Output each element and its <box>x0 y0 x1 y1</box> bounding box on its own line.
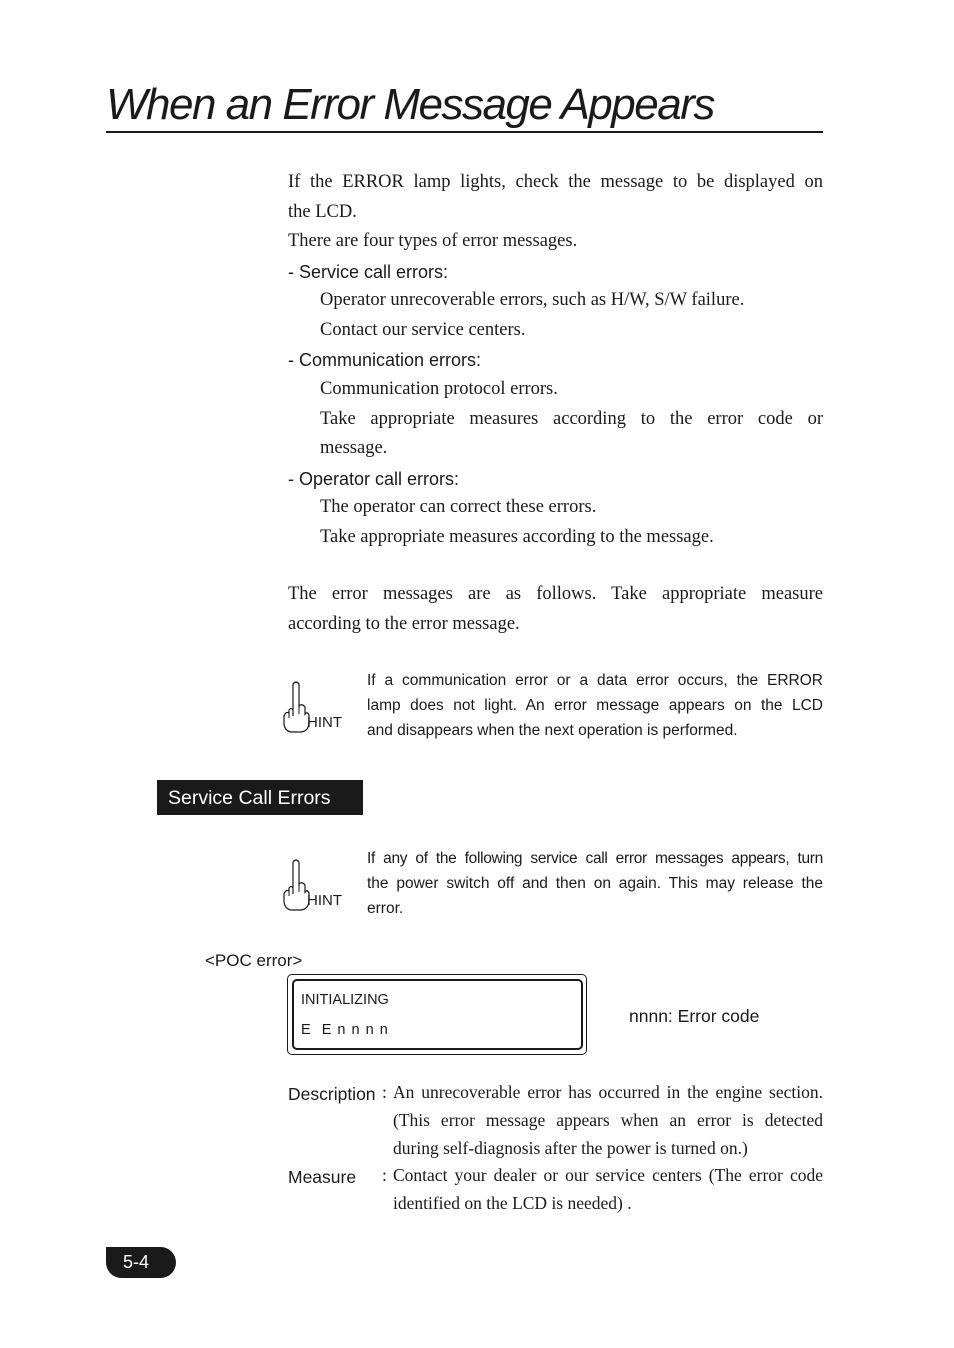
description-label: Description <box>288 1084 376 1104</box>
description-line-1: An unrecoverable error has occurred in the engine section. <box>393 1082 823 1102</box>
lcd-line-1: INITIALIZING <box>301 992 389 1008</box>
error-code-note: nnnn: Error code <box>629 1006 760 1026</box>
hint-1-line-3: and disappears when the next operation is performed. <box>367 722 738 739</box>
intro-line-2: the LCD. <box>288 202 357 222</box>
description-colon: : <box>382 1082 387 1102</box>
follow-line-1: The error messages are as follows. Take appropriate measure <box>288 584 823 604</box>
measure-line-2: identified on the LCD is needed) . <box>393 1193 632 1213</box>
follow-line-2: according to the error message. <box>288 614 520 634</box>
lcd-display <box>292 979 583 1050</box>
error-type-line: Take appropriate measures according to the message. <box>320 527 714 547</box>
error-type-line: Communication protocol errors. <box>320 379 558 399</box>
hint-label: HINT <box>307 892 342 909</box>
page-number-badge <box>106 1247 176 1278</box>
page-title: When an Error Message Appears <box>106 80 714 129</box>
measure-label: Measure <box>288 1167 357 1187</box>
error-type-line: The operator can correct these errors. <box>320 497 597 517</box>
section-heading-band <box>157 780 363 815</box>
error-type-heading-communication: - Communication errors: <box>288 350 482 370</box>
section-heading: Service Call Errors <box>168 787 331 809</box>
page-number: 5-4 <box>123 1252 150 1272</box>
error-type-line: Contact our service centers. <box>320 320 526 340</box>
lcd-line-2: E E n n n n <box>301 1022 389 1038</box>
title-rule <box>106 131 823 133</box>
intro-line-1: If the ERROR lamp lights, check the message to be displayed on <box>288 172 823 192</box>
hint-2-line-1: If any of the following service call error messages appears, turn <box>367 850 823 867</box>
hint-1-line-1: If a communication error or a data error occurs, the ERROR <box>367 672 823 689</box>
measure-colon: : <box>382 1165 387 1185</box>
hint-2-line-3: error. <box>367 900 404 917</box>
hint-block-2 <box>282 858 352 916</box>
error-type-line: Take appropriate measures according to the error code or <box>320 409 823 429</box>
error-type-heading-service: - Service call errors: <box>288 262 449 282</box>
error-type-line: Operator unrecoverable errors, such as H/W, S/W failure. <box>320 290 745 310</box>
description-line-2: (This error message appears when an error is detected <box>393 1110 823 1130</box>
hint-1-line-2: lamp does not light. An error message appears on the LCD <box>367 697 823 714</box>
description-line-3: during self-diagnosis after the power is turned on.) <box>393 1138 748 1158</box>
error-type-heading-operator: - Operator call errors: <box>288 469 460 489</box>
hint-2-line-2: the power switch off and then on again. This may release the <box>367 875 823 892</box>
hint-block-1 <box>282 680 352 738</box>
hint-label: HINT <box>307 714 342 731</box>
poc-error-label: <POC error> <box>205 951 303 970</box>
measure-line-1: Contact your dealer or our service centers (The error code <box>393 1165 823 1185</box>
intro-line-3: There are four types of error messages. <box>288 231 578 251</box>
error-type-line: message. <box>320 438 388 458</box>
